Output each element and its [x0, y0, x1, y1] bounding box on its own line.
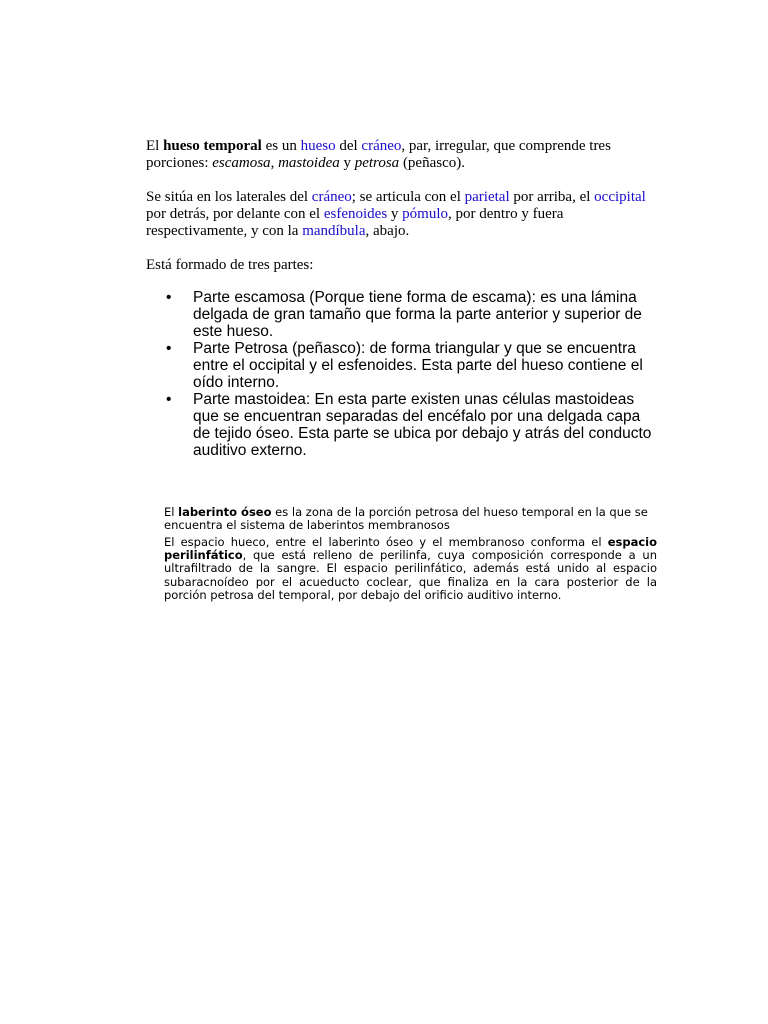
text-run: es un — [261, 138, 301, 154]
link-craneo-2[interactable]: cráneo — [311, 189, 352, 205]
parts-list — [166, 289, 656, 459]
text-run: El — [164, 505, 179, 519]
perilinfatico-paragraph — [164, 536, 657, 602]
text-run: por arriba, el — [509, 189, 595, 205]
list-item-text: Parte Petrosa (peñasco): de forma triangular y que se encuentra entre el occipital y el esfenoides. Esta parte del hueso contiene el oído interno. — [193, 340, 643, 391]
text-run: , por dentro y fuera respectivamente, y con la — [146, 206, 564, 239]
text-run: El espacio hueco, entre el laberinto óseo y el membranoso conforma el — [164, 535, 608, 549]
text-run: y — [387, 206, 403, 222]
term-petrosa: petrosa — [354, 155, 400, 171]
bullet-icon: • — [166, 289, 172, 306]
text-run: , abajo. — [365, 223, 410, 239]
text-run: , que está relleno de perilinfa, cuya composición corresponde a un ultrafiltrado de la sangre. El espacio perilinfático, además está unido al espacio subaracnoídeo por el acueducto coclear, que finaliza en la cara posterior de la porción petrosa del temporal, por debajo del orificio auditivo interno. — [164, 548, 657, 602]
text-run: Se sitúa en los laterales del — [146, 189, 312, 205]
link-parietal[interactable]: parietal — [464, 189, 510, 205]
laberinto-paragraph — [164, 506, 657, 532]
text-run: (peñasco). — [399, 155, 465, 171]
list-item — [166, 391, 656, 459]
list-item — [166, 289, 656, 340]
link-craneo[interactable]: cráneo — [361, 138, 402, 154]
parts-intro: Está formado de tres partes: — [146, 257, 314, 273]
link-mandibula[interactable]: mandíbula — [302, 223, 366, 239]
text-run: es la zona de la porción petrosa del hueso temporal en la que se encuentra el sistema de laberintos membranosos — [164, 505, 648, 533]
text-run: y — [339, 155, 355, 171]
list-item — [166, 340, 656, 391]
text-run: , — [270, 155, 279, 171]
text-run: del — [335, 138, 362, 154]
text-run: por detrás, por delante con el — [146, 206, 324, 222]
bullet-icon: • — [166, 340, 172, 357]
text-run: ; se articula con el — [351, 189, 465, 205]
term-mastoidea: mastoidea — [278, 155, 340, 171]
link-pomulo[interactable]: pómulo — [402, 206, 449, 222]
intro-paragraph — [146, 138, 646, 172]
link-hueso[interactable]: hueso — [300, 138, 336, 154]
location-paragraph — [146, 189, 646, 240]
term-laberinto-oseo: laberinto óseo — [178, 505, 272, 519]
text-run: , par, irregular, que comprende tres porciones: — [146, 138, 611, 171]
text-run: El — [146, 138, 164, 154]
term-hueso-temporal: hueso temporal — [163, 138, 262, 154]
list-item-text: Parte mastoidea: En esta parte existen unas células mastoideas que se encuentran separadas del encéfalo por una delgada capa de tejido óseo. Esta parte se ubica por debajo y atrás del conducto auditivo externo. — [193, 391, 652, 459]
link-esfenoides[interactable]: esfenoides — [323, 206, 388, 222]
link-occipital[interactable]: occipital — [594, 189, 646, 205]
term-espacio-perilinfatico: espacio perilinfático — [164, 535, 657, 563]
bullet-icon: • — [166, 391, 172, 408]
list-item-text: Parte escamosa (Porque tiene forma de escama): es una lámina delgada de gran tamaño que forma la parte anterior y superior de este hueso. — [193, 289, 642, 340]
term-escamosa: escamosa — [212, 155, 271, 171]
